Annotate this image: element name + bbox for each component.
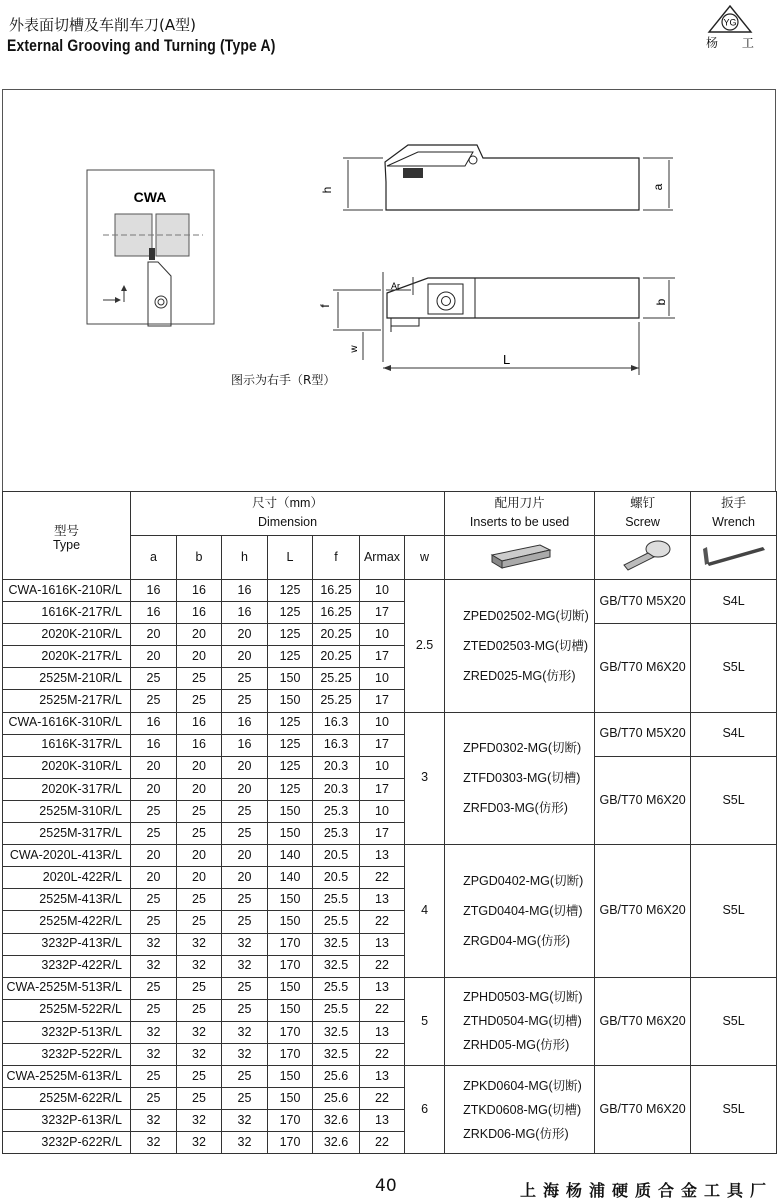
dimension-cell: 16 <box>131 580 177 602</box>
insert-code: ZRGD04-MG(仿形) <box>463 933 571 948</box>
screw-cell: GB/T70 M6X20 <box>595 977 691 1065</box>
inserts-cell <box>445 712 595 845</box>
dimension-cell: 32 <box>131 1021 177 1043</box>
type-cell: 3232P-513R/L <box>3 1021 131 1043</box>
table-row <box>3 1066 777 1088</box>
type-cell: CWA-2525M-513R/L <box>3 977 131 999</box>
dimension-cell: 170 <box>268 1110 313 1132</box>
dimension-cell: 32 <box>177 1132 222 1154</box>
dimension-cell: 16.3 <box>313 734 360 756</box>
dimension-cell: 32 <box>177 933 222 955</box>
dimension-cell: 32 <box>177 955 222 977</box>
dimension-cell: 150 <box>268 823 313 845</box>
w-cell: 2.5 <box>405 580 445 713</box>
header-dimension-cn: 尺寸（mm） <box>252 496 323 511</box>
type-cell: CWA-1616K-210R/L <box>3 580 131 602</box>
inserts-cell <box>445 845 595 978</box>
insert-code: ZRED025-MG(仿形) <box>463 668 576 683</box>
dimension-cell: 125 <box>268 712 313 734</box>
dimension-cell: 25 <box>131 911 177 933</box>
dimension-cell: 25 <box>177 668 222 690</box>
dimension-cell: 32 <box>131 1132 177 1154</box>
dimension-cell: 150 <box>268 1066 313 1088</box>
company-name: 上海杨浦硬质合金工具厂 <box>520 1181 774 1200</box>
col-armax: Armax <box>360 536 405 580</box>
dimension-cell: 20 <box>131 756 177 778</box>
dimension-cell: 22 <box>360 999 405 1021</box>
dimension-cell: 25 <box>177 977 222 999</box>
insert-code: ZPFD0302-MG(切断) <box>463 741 582 756</box>
dimension-cell: 16 <box>131 602 177 624</box>
dimension-cell: 17 <box>360 602 405 624</box>
dimension-cell: 140 <box>268 867 313 889</box>
type-cell: 3232P-613R/L <box>3 1110 131 1132</box>
dimension-cell: 16 <box>177 580 222 602</box>
dimension-cell: 20 <box>131 646 177 668</box>
header-type <box>3 492 131 580</box>
dimension-cell: 32 <box>177 1110 222 1132</box>
dimension-cell: 32.5 <box>313 955 360 977</box>
header-dimension <box>131 492 445 536</box>
dimension-cell: 20 <box>131 624 177 646</box>
dimension-cell: 150 <box>268 999 313 1021</box>
type-cell: CWA-2525M-613R/L <box>3 1066 131 1088</box>
title-chinese: 外表面切槽及车削车刀(A型) <box>9 16 196 34</box>
dimension-cell: 16.25 <box>313 602 360 624</box>
header-wrench-en: Wrench <box>712 515 755 529</box>
dimension-cell: 17 <box>360 823 405 845</box>
dimension-cell: 25.5 <box>313 889 360 911</box>
insert-code: ZRHD05-MG(仿形) <box>463 1038 570 1053</box>
table-row <box>3 977 777 999</box>
dimension-cell: 25 <box>222 1088 268 1110</box>
dimension-cell: 32.5 <box>313 1043 360 1065</box>
type-cell: 1616K-317R/L <box>3 734 131 756</box>
dimension-cell: 22 <box>360 1043 405 1065</box>
dimension-cell: 16 <box>222 580 268 602</box>
type-cell: CWA-2020L-413R/L <box>3 845 131 867</box>
dimension-cell: 170 <box>268 1021 313 1043</box>
dimension-cell: 20 <box>222 778 268 800</box>
dimension-cell: 10 <box>360 800 405 822</box>
dimension-cell: 13 <box>360 933 405 955</box>
dimension-cell: 32.5 <box>313 1021 360 1043</box>
dimension-cell: 25 <box>222 690 268 712</box>
dimension-cell: 16 <box>131 734 177 756</box>
type-cell: 2525M-422R/L <box>3 911 131 933</box>
dimension-cell: 20 <box>222 756 268 778</box>
dimension-cell: 25 <box>131 668 177 690</box>
dimension-cell: 125 <box>268 602 313 624</box>
table-row <box>3 624 777 646</box>
type-cell: 1616K-217R/L <box>3 602 131 624</box>
dimension-cell: 32.5 <box>313 933 360 955</box>
dimension-cell: 20 <box>177 867 222 889</box>
dimension-cell: 150 <box>268 911 313 933</box>
dimension-cell: 20 <box>131 778 177 800</box>
table-row <box>3 845 777 867</box>
dimension-cell: 25 <box>222 823 268 845</box>
insert-code: ZRKD06-MG(仿形) <box>463 1126 569 1141</box>
dimension-cell: 20 <box>177 646 222 668</box>
dim-b: b <box>654 298 668 306</box>
type-cell: CWA-1616K-310R/L <box>3 712 131 734</box>
dimension-cell: 25.5 <box>313 999 360 1021</box>
dimension-cell: 16 <box>177 602 222 624</box>
dim-a: a <box>651 183 665 191</box>
w-cell: 5 <box>405 977 445 1065</box>
screw-cell: GB/T70 M6X20 <box>595 1066 691 1154</box>
type-cell: 2525M-317R/L <box>3 823 131 845</box>
col-b: b <box>177 536 222 580</box>
wrench-cell: S4L <box>691 580 777 624</box>
w-cell: 4 <box>405 845 445 978</box>
inset-label: CWA <box>133 189 167 205</box>
dimension-cell: 32 <box>131 1043 177 1065</box>
type-cell: 3232P-622R/L <box>3 1132 131 1154</box>
wrench-cell: S5L <box>691 977 777 1065</box>
dimension-cell: 32 <box>222 1021 268 1043</box>
dimension-cell: 13 <box>360 889 405 911</box>
inserts-cell <box>445 1066 595 1154</box>
specification-table <box>2 491 777 1154</box>
dimension-cell: 25.3 <box>313 800 360 822</box>
dimension-cell: 25 <box>177 889 222 911</box>
dimension-cell: 20.5 <box>313 867 360 889</box>
dimension-cell: 16 <box>177 734 222 756</box>
dimension-cell: 125 <box>268 646 313 668</box>
type-cell: 2525M-622R/L <box>3 1088 131 1110</box>
dimension-cell: 25 <box>222 977 268 999</box>
type-cell: 2020K-310R/L <box>3 756 131 778</box>
dimension-cell: 150 <box>268 690 313 712</box>
dimension-cell: 25 <box>222 800 268 822</box>
screw-cell: GB/T70 M5X20 <box>595 712 691 756</box>
dimension-cell: 170 <box>268 933 313 955</box>
technical-drawing <box>3 90 775 490</box>
dimension-cell: 25 <box>222 889 268 911</box>
insert-code: ZPHD0503-MG(切断) <box>463 990 583 1005</box>
dimension-cell: 150 <box>268 889 313 911</box>
screw-image-cell <box>595 536 691 580</box>
dimension-cell: 20.25 <box>313 646 360 668</box>
dimension-cell: 25 <box>177 999 222 1021</box>
dimension-cell: 25 <box>131 889 177 911</box>
dimension-cell: 17 <box>360 778 405 800</box>
dimension-cell: 25 <box>177 823 222 845</box>
dimension-cell: 25 <box>222 911 268 933</box>
screw-cell: GB/T70 M5X20 <box>595 580 691 624</box>
header-screw-cn: 螺钉 <box>630 496 656 511</box>
dimension-cell: 150 <box>268 668 313 690</box>
dimension-cell: 16 <box>131 712 177 734</box>
dimension-cell: 13 <box>360 1110 405 1132</box>
dimension-cell: 125 <box>268 778 313 800</box>
dimension-cell: 170 <box>268 955 313 977</box>
wrench-cell: S5L <box>691 845 777 978</box>
dimension-cell: 13 <box>360 1021 405 1043</box>
dimension-cell: 10 <box>360 712 405 734</box>
dimension-cell: 17 <box>360 734 405 756</box>
dimension-cell: 170 <box>268 1132 313 1154</box>
drawing-frame <box>2 89 776 491</box>
dimension-cell: 20.25 <box>313 624 360 646</box>
dimension-cell: 25.25 <box>313 690 360 712</box>
dimension-cell: 25 <box>177 1066 222 1088</box>
dimension-cell: 32.6 <box>313 1132 360 1154</box>
screw-cell: GB/T70 M6X20 <box>595 845 691 978</box>
insert-image-cell <box>445 536 595 580</box>
wrench-cell: S4L <box>691 712 777 756</box>
dimension-cell: 20 <box>177 756 222 778</box>
dimension-cell: 13 <box>360 845 405 867</box>
wrench-cell: S5L <box>691 1066 777 1154</box>
dimension-cell: 25 <box>131 690 177 712</box>
insert-code: ZTKD0608-MG(切槽) <box>463 1102 582 1117</box>
dimension-cell: 20 <box>131 845 177 867</box>
dimension-cell: 13 <box>360 977 405 999</box>
header-screw-en: Screw <box>625 515 660 529</box>
dimension-cell: 10 <box>360 580 405 602</box>
table-row <box>3 756 777 778</box>
dimension-cell: 20 <box>222 624 268 646</box>
dimension-cell: 25 <box>131 1066 177 1088</box>
dimension-cell: 25 <box>177 1088 222 1110</box>
header-wrench-cn: 扳手 <box>721 496 747 511</box>
inserts-cell <box>445 580 595 713</box>
dim-w: w <box>349 345 360 353</box>
dimension-cell: 125 <box>268 756 313 778</box>
logo-text: YG <box>723 17 737 28</box>
header-inserts-cn: 配用刀片 <box>494 496 545 511</box>
insert-code: ZTGD0404-MG(切槽) <box>463 903 583 918</box>
dimension-cell: 20 <box>222 646 268 668</box>
dimension-cell: 32 <box>177 1043 222 1065</box>
dim-f: f <box>318 304 332 308</box>
dimension-cell: 20.3 <box>313 778 360 800</box>
dimension-cell: 125 <box>268 580 313 602</box>
dimension-cell: 16.25 <box>313 580 360 602</box>
dimension-cell: 20.5 <box>313 845 360 867</box>
title-english: External Grooving and Turning (Type A) <box>7 36 276 55</box>
dim-ar: Ar <box>391 281 400 291</box>
screw-cell: GB/T70 M6X20 <box>595 756 691 844</box>
dimension-cell: 25.25 <box>313 668 360 690</box>
dimension-cell: 32 <box>222 1110 268 1132</box>
dimension-cell: 20 <box>177 845 222 867</box>
dimension-cell: 17 <box>360 646 405 668</box>
logo-caption: 杨 工 <box>706 36 764 50</box>
dimension-cell: 25 <box>222 1066 268 1088</box>
dimension-cell: 32 <box>131 1110 177 1132</box>
insert-code: ZTHD0504-MG(切槽) <box>463 1014 582 1029</box>
header-screw <box>595 492 691 536</box>
dimension-cell: 125 <box>268 734 313 756</box>
type-cell: 2525M-217R/L <box>3 690 131 712</box>
w-cell: 3 <box>405 712 445 845</box>
insert-code: ZTED02503-MG(切槽) <box>463 638 589 653</box>
dim-L: L <box>503 352 511 367</box>
insert-code: ZPGD0402-MG(切断) <box>463 873 584 888</box>
type-cell: 3232P-413R/L <box>3 933 131 955</box>
col-f: f <box>313 536 360 580</box>
dimension-cell: 16 <box>222 734 268 756</box>
dimension-cell: 10 <box>360 668 405 690</box>
dimension-cell: 16.3 <box>313 712 360 734</box>
dimension-cell: 125 <box>268 624 313 646</box>
wrench-icon <box>699 541 769 571</box>
dimension-cell: 13 <box>360 1066 405 1088</box>
dimension-cell: 25.6 <box>313 1088 360 1110</box>
header-type-cn: 型号 <box>53 523 79 538</box>
header-dimension-en: Dimension <box>258 515 318 529</box>
dimension-cell: 16 <box>222 602 268 624</box>
insert-icon <box>480 541 560 571</box>
insert-code: ZPED02502-MG(切断) <box>463 608 589 623</box>
dimension-cell: 25.5 <box>313 911 360 933</box>
dimension-cell: 32 <box>131 933 177 955</box>
dimension-cell: 25 <box>131 1088 177 1110</box>
type-cell: 2525M-310R/L <box>3 800 131 822</box>
dimension-cell: 32 <box>222 955 268 977</box>
header-wrench <box>691 492 777 536</box>
figure-caption: 图示为右手（R型） <box>231 373 336 387</box>
dimension-cell: 25 <box>131 999 177 1021</box>
dimension-cell: 25 <box>177 690 222 712</box>
dimension-cell: 25 <box>177 911 222 933</box>
dimension-cell: 25 <box>177 800 222 822</box>
dimension-cell: 10 <box>360 624 405 646</box>
dimension-cell: 16 <box>222 712 268 734</box>
dimension-cell: 22 <box>360 1088 405 1110</box>
dimension-cell: 20 <box>222 845 268 867</box>
dimension-cell: 22 <box>360 911 405 933</box>
dimension-cell: 140 <box>268 845 313 867</box>
dimension-cell: 170 <box>268 1043 313 1065</box>
dimension-cell: 20 <box>131 867 177 889</box>
dimension-cell: 25.6 <box>313 1066 360 1088</box>
col-a: a <box>131 536 177 580</box>
dimension-cell: 20 <box>177 778 222 800</box>
insert-code: ZTFD0303-MG(切槽) <box>463 771 581 786</box>
dimension-cell: 22 <box>360 867 405 889</box>
dimension-cell: 20 <box>177 624 222 646</box>
screw-icon <box>608 539 678 573</box>
dimension-cell: 150 <box>268 977 313 999</box>
dimension-cell: 25 <box>131 800 177 822</box>
type-cell: 2525M-522R/L <box>3 999 131 1021</box>
dimension-cell: 25 <box>222 999 268 1021</box>
type-cell: 2525M-413R/L <box>3 889 131 911</box>
dimension-cell: 22 <box>360 955 405 977</box>
wrench-cell: S5L <box>691 756 777 844</box>
dimension-cell: 25.3 <box>313 823 360 845</box>
dimension-cell: 16 <box>177 712 222 734</box>
dim-h: h <box>320 186 334 194</box>
dimension-cell: 20.3 <box>313 756 360 778</box>
dimension-cell: 32 <box>131 955 177 977</box>
insert-code: ZRFD03-MG(仿形) <box>463 801 568 816</box>
type-cell: 2020K-317R/L <box>3 778 131 800</box>
insert-code: ZPKD0604-MG(切断) <box>463 1078 582 1093</box>
screw-cell: GB/T70 M6X20 <box>595 624 691 712</box>
col-w: w <box>405 536 445 580</box>
dimension-cell: 150 <box>268 800 313 822</box>
type-cell: 2525M-210R/L <box>3 668 131 690</box>
page-number: 40 <box>375 1176 397 1196</box>
header-inserts <box>445 492 595 536</box>
header-type-en: Type <box>52 537 81 552</box>
inserts-cell <box>445 977 595 1065</box>
type-cell: 2020K-217R/L <box>3 646 131 668</box>
wrench-cell: S5L <box>691 624 777 712</box>
dimension-cell: 32 <box>177 1021 222 1043</box>
table-row <box>3 712 777 734</box>
type-cell: 2020L-422R/L <box>3 867 131 889</box>
type-cell: 3232P-422R/L <box>3 955 131 977</box>
dimension-cell: 10 <box>360 756 405 778</box>
type-cell: 3232P-522R/L <box>3 1043 131 1065</box>
dimension-cell: 32 <box>222 1043 268 1065</box>
dimension-cell: 150 <box>268 1088 313 1110</box>
dimension-cell: 25 <box>131 823 177 845</box>
dimension-cell: 25.5 <box>313 977 360 999</box>
col-L: L <box>268 536 313 580</box>
dimension-cell: 22 <box>360 1132 405 1154</box>
table-row <box>3 580 777 602</box>
dimension-cell: 20 <box>222 867 268 889</box>
wrench-image-cell <box>691 536 777 580</box>
dimension-cell: 32 <box>222 1132 268 1154</box>
header-inserts-en: Inserts to be used <box>469 515 570 529</box>
type-cell: 2020K-210R/L <box>3 624 131 646</box>
dimension-cell: 17 <box>360 690 405 712</box>
w-cell: 6 <box>405 1066 445 1154</box>
dimension-cell: 32 <box>222 933 268 955</box>
dimension-cell: 32.6 <box>313 1110 360 1132</box>
col-h: h <box>222 536 268 580</box>
dimension-cell: 25 <box>131 977 177 999</box>
dimension-cell: 25 <box>222 668 268 690</box>
